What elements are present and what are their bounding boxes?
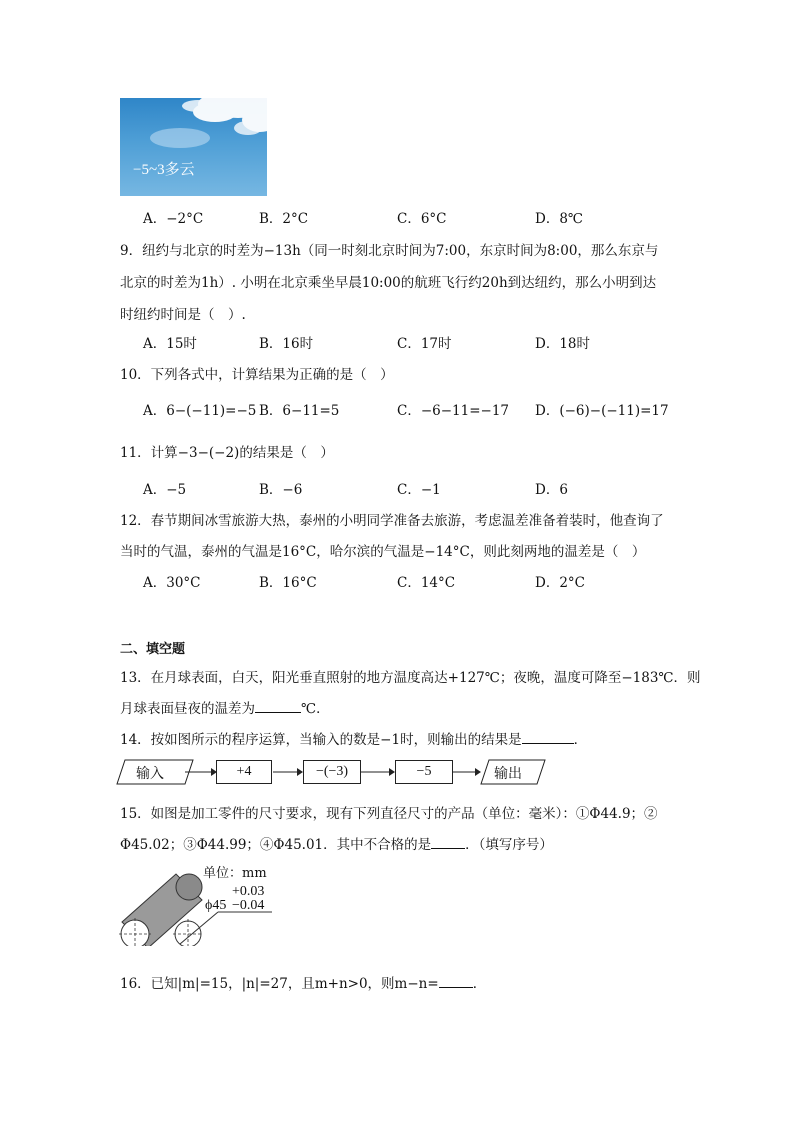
flow-step-plus4: +4	[216, 760, 272, 784]
q16-stem-text: 16．已知|m|=15，|n|=27，且m+n>0，则m−n=	[120, 976, 439, 992]
q15-line2-text: Φ45.02；③Φ44.99；④Φ45.01．其中不合格的是	[120, 837, 432, 853]
flow-input-label: 输入	[136, 766, 164, 782]
q13-answer-blank[interactable]	[255, 712, 301, 713]
q8-option-d: D．8℃	[535, 211, 584, 227]
flow-arrow-icon	[475, 768, 481, 776]
q9-option-c: C．17时	[397, 336, 452, 352]
q15-line1: 15．如图是加工零件的尺寸要求，现有下列直径尺寸的产品（单位：毫米）：①Φ44.9；②	[120, 806, 658, 822]
q15-line2	[120, 833, 553, 853]
q13-line2-text: 月球表面昼夜的温差为	[120, 701, 255, 717]
q15-line2-end: ．（填写序号）	[465, 837, 553, 853]
q11-option-a: A．−5	[143, 482, 187, 498]
q14-stem	[120, 728, 587, 748]
q12-option-d: D．2°C	[535, 575, 585, 591]
weather-label: −5~3多云	[133, 162, 195, 178]
q12-line1: 12．春节期间冰雪旅游大热，泰州的小明同学准备去旅游，考虑温差准备着装时，他查询了	[120, 513, 664, 529]
q16-answer-blank[interactable]	[439, 987, 473, 988]
q10-option-b: B．6−11=5	[259, 403, 340, 419]
q9-line1: 9．纽约与北京的时差为−13h（同一时刻北京时间为7:00，东京时间为8:00，那么东京与	[120, 243, 659, 259]
q9-option-d: D．18时	[535, 336, 591, 352]
weather-image	[120, 98, 267, 196]
cylinder-top	[176, 874, 202, 900]
q15-unit-label: 单位：mm	[203, 866, 267, 881]
q15-answer-blank[interactable]	[431, 848, 465, 849]
q8-option-c: C．6°C	[397, 211, 447, 227]
q9-option-b: B．16时	[259, 336, 314, 352]
q8-option-a: A．−2°C	[143, 211, 204, 227]
q11-option-c: C．−1	[397, 482, 441, 498]
q9-option-a: A．15时	[143, 336, 197, 352]
q13-line2	[120, 697, 330, 717]
q14-answer-blank[interactable]	[522, 743, 574, 744]
q11-option-d: D．6	[535, 482, 568, 498]
q15-lower-tolerance: −0.04	[232, 898, 265, 913]
q16-stem	[120, 972, 486, 992]
q10-stem: 10．下列各式中，计算结果为正确的是（ ）	[120, 367, 394, 383]
q9-line3: 时纽约时间是（ ）.	[120, 307, 246, 323]
q13-line1: 13．在月球表面，白天，阳光垂直照射的地方温度高达+127℃；夜晚，温度可降至−183℃．则	[120, 670, 701, 686]
q10-option-c: C．−6−11=−17	[397, 403, 510, 419]
q13-line2-end: ℃．	[301, 701, 330, 717]
flow-step-minus-neg3: −(−3)	[303, 760, 361, 784]
q15-base-size: ϕ45	[205, 898, 227, 913]
q11-stem: 11．计算−3−(−2)的结果是（ ）	[120, 445, 334, 461]
q10-option-a: A．6−(−11)=−5	[143, 403, 257, 419]
q14-stem-text: 14．按如图所示的程序运算，当输入的数是−1时，则输出的结果是	[120, 732, 522, 748]
q12-option-c: C．14°C	[397, 575, 456, 591]
flow-step-minus5: −5	[395, 760, 453, 784]
q14-stem-end: ．	[573, 732, 588, 748]
cloud-graphic	[120, 98, 267, 196]
q15-upper-tolerance: +0.03	[232, 884, 265, 899]
q12-option-b: B．16°C	[259, 575, 317, 591]
q8-option-b: B．2°C	[259, 211, 309, 227]
q12-option-a: A．30°C	[143, 575, 201, 591]
q9-line2: 北京的时差为1h）. 小明在北京乘坐早晨10:00的航班飞行约20h到达纽约，那么小明到达	[120, 275, 657, 291]
section-title-fill-in: 二、填空题	[120, 642, 186, 657]
q12-line2: 当时的气温，泰州的气温是16°C，哈尔滨的气温是−14°C，则此刻两地的温差是（ ）	[120, 544, 646, 560]
q16-stem-end: ．	[472, 976, 487, 992]
q11-option-b: B．−6	[259, 482, 303, 498]
q10-option-d: D．(−6)−(−11)=17	[535, 403, 669, 419]
flow-output-label: 输出	[494, 766, 522, 782]
